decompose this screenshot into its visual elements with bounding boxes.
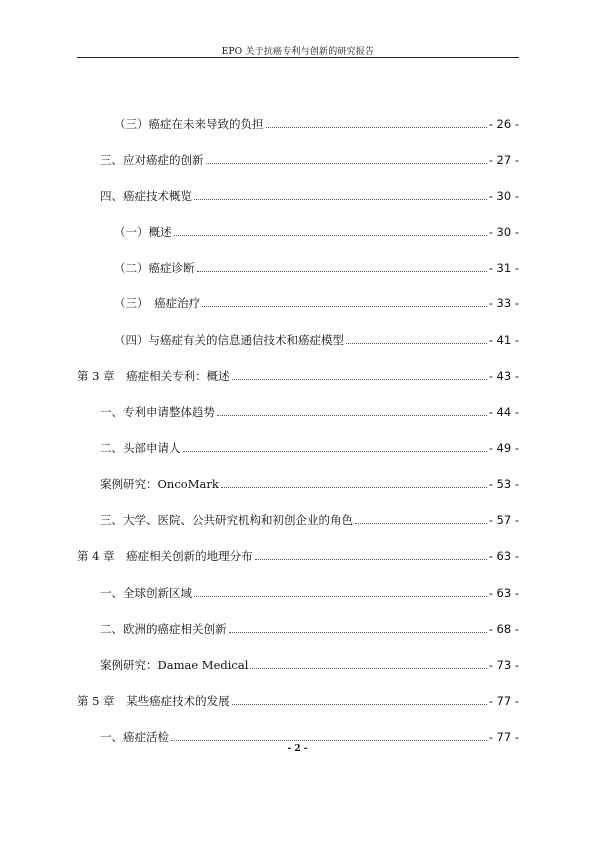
dot-leader (202, 306, 487, 307)
toc-entry[interactable] (100, 152, 519, 168)
toc-entry-page: - 33 - (488, 296, 519, 310)
toc-entry-label: 三、应对癌症的创新 (100, 153, 204, 167)
dot-leader (183, 451, 487, 452)
toc-entry-label: （二）癌症诊断 (114, 261, 195, 275)
toc-entry-label: 一、全球创新区域 (100, 586, 192, 600)
toc-entry-label: 四、癌症技术概览 (100, 189, 192, 203)
toc-entry[interactable] (100, 657, 519, 673)
toc-entry-label: 案例研究：Damae Medical (100, 658, 249, 672)
toc-entry-page: - 41 - (488, 333, 519, 347)
toc-entry-label: 一、专利申请整体趋势 (100, 405, 215, 419)
toc-entry-page: - 77 - (488, 730, 519, 744)
toc-entry-label: （四）与癌症有关的信息通信技术和癌症模型 (114, 333, 344, 347)
dot-leader (194, 199, 487, 200)
toc-entry-label: 三、大学、医院、公共研究机构和初创企业的角色 (100, 513, 353, 527)
toc-entry-page: - 77 - (488, 694, 519, 708)
toc-entry[interactable] (114, 260, 519, 276)
toc-entry[interactable] (77, 368, 519, 384)
toc-entry[interactable] (100, 440, 519, 456)
toc-entry[interactable] (114, 116, 519, 132)
toc-entry-page: - 53 - (488, 477, 519, 491)
toc-entry-label: 第 5 章 某些癌症技术的发展 (77, 694, 230, 708)
toc-entry-label: （三）癌症在未来导致的负担 (114, 117, 264, 131)
toc-entry-page: - 31 - (488, 261, 519, 275)
toc-entry[interactable] (77, 693, 519, 709)
dot-leader (255, 559, 487, 560)
toc-entry-page: - 63 - (488, 549, 519, 563)
toc-entry[interactable] (114, 332, 519, 348)
toc-entry-page: - 73 - (488, 658, 519, 672)
toc-entry[interactable] (77, 548, 519, 564)
dot-leader (194, 596, 487, 597)
toc-entry-page: - 30 - (488, 189, 519, 203)
toc-entry-page: - 43 - (488, 369, 519, 383)
dot-leader (206, 163, 487, 164)
toc-entry-label: （一）概述 (114, 225, 172, 239)
dot-leader (232, 379, 487, 380)
toc-entry-label: （三） 癌症治疗 (114, 296, 201, 310)
page-number: - 2 - (287, 744, 308, 754)
dot-leader (171, 740, 487, 741)
dot-leader (266, 127, 487, 128)
dot-leader (229, 632, 487, 633)
toc-entry-page: - 57 - (488, 513, 519, 527)
toc-entry[interactable] (100, 512, 519, 528)
toc-entry-page: - 26 - (488, 117, 519, 131)
running-header: EPO 关于抗癌专利与创新的研究报告 (221, 47, 375, 57)
toc-entry-page: - 49 - (488, 441, 519, 455)
toc-entry-label: 第 4 章 癌症相关创新的地理分布 (77, 549, 253, 563)
toc-entry[interactable] (100, 585, 519, 601)
toc-entry-page: - 30 - (488, 225, 519, 239)
toc-entry-label: 一、癌症活检 (100, 730, 169, 744)
toc-entry-page: - 44 - (488, 405, 519, 419)
toc-entry[interactable] (100, 729, 519, 745)
toc-entry-label: 二、头部申请人 (100, 441, 181, 455)
toc-entry-label: 案例研究：OncoMark (100, 477, 219, 491)
dot-leader (346, 343, 487, 344)
dot-leader (217, 415, 487, 416)
toc-entry[interactable] (100, 404, 519, 420)
dot-leader (355, 523, 487, 524)
toc-entry[interactable] (100, 476, 519, 492)
dot-leader (174, 235, 487, 236)
toc-entry-page: - 63 - (488, 586, 519, 600)
toc-entry[interactable] (114, 224, 519, 240)
dot-leader (250, 668, 486, 669)
toc-entry[interactable] (114, 295, 519, 311)
toc-entry[interactable] (100, 188, 519, 204)
toc-entry-label: 第 3 章 癌症相关专利：概述 (77, 369, 230, 383)
dot-leader (221, 487, 487, 488)
toc-entry-label: 二、欧洲的癌症相关创新 (100, 622, 227, 636)
toc-entry-page: - 27 - (488, 153, 519, 167)
dot-leader (197, 271, 487, 272)
toc-entry-page: - 68 - (488, 622, 519, 636)
toc-entry[interactable] (100, 621, 519, 637)
dot-leader (232, 704, 487, 705)
